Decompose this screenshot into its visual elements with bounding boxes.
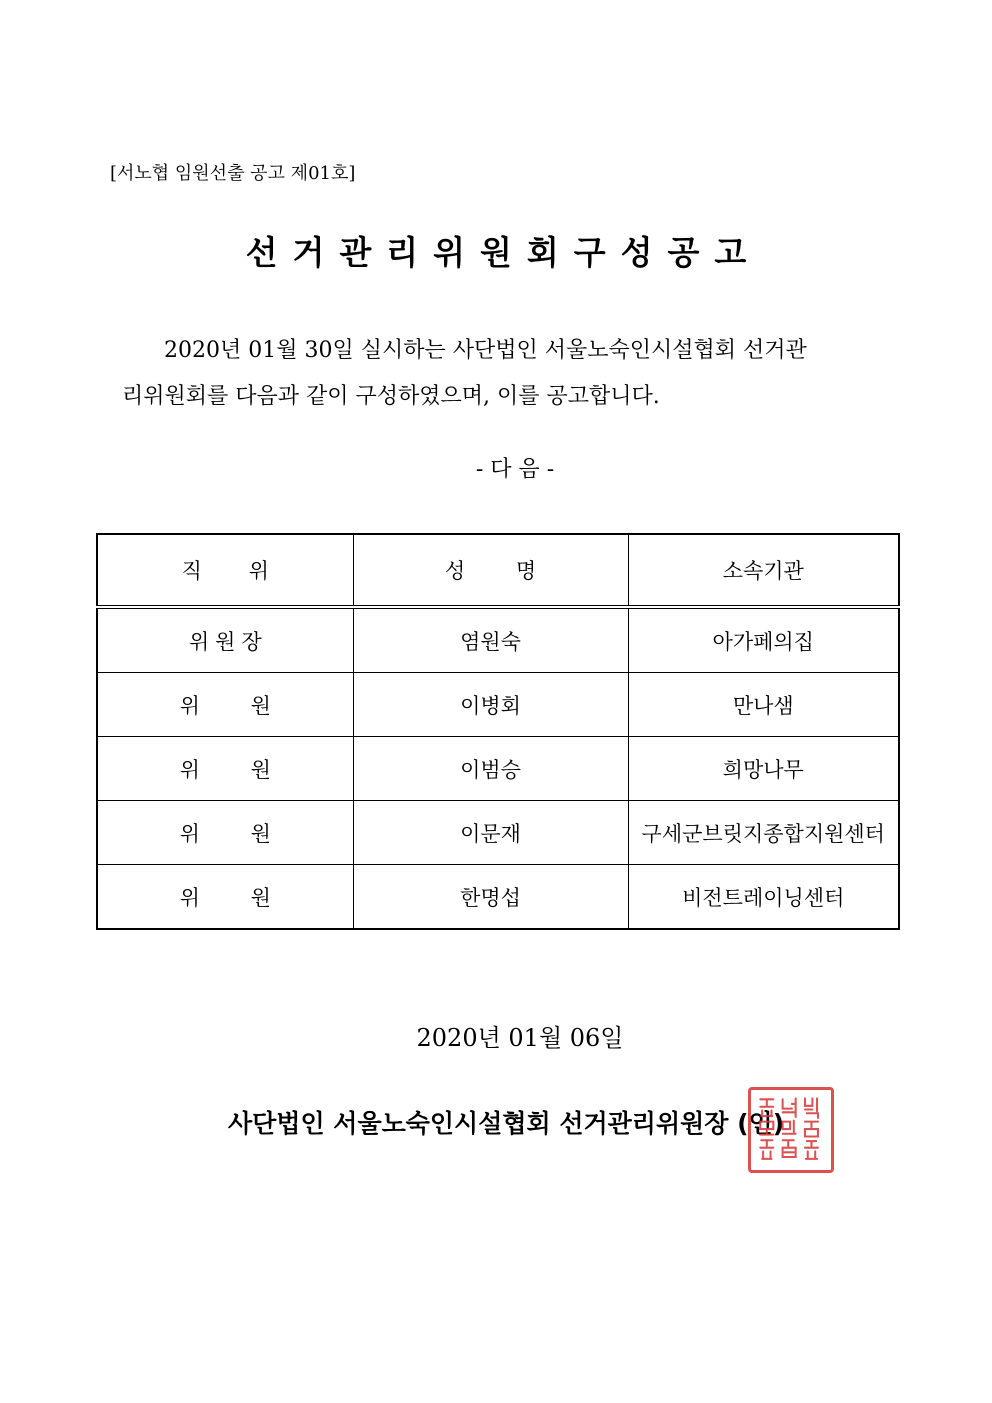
body-paragraph: [122, 328, 902, 420]
table-row: [97, 737, 899, 801]
cell-name: 이범승: [353, 737, 628, 801]
body-line-1: 2020년 01월 30일 실시하는 사단법인 서울노숙인시설협회 선거관: [164, 338, 807, 363]
next-label: - 다 음 -: [475, 457, 555, 482]
cell-organization: 희망나무: [628, 737, 899, 801]
cell-position: 위 원: [97, 673, 353, 737]
header-name: 성 명: [353, 534, 628, 607]
cell-position: 위 원: [97, 865, 353, 930]
cell-organization: 비전트레이닝센터: [628, 865, 899, 930]
table-row: [97, 801, 899, 865]
cell-name: 염원숙: [353, 607, 628, 673]
notice-number: [서노협 임원선출 공고 제01호]: [110, 163, 356, 184]
body-line-2: 리위원회를 다음과 같이 구성하였으며, 이를 공고합니다.: [122, 384, 660, 409]
cell-name: 한명섭: [353, 865, 628, 930]
table-row: [97, 607, 899, 673]
cell-name: 이문재: [353, 801, 628, 865]
issue-date: 2020년 01월 06일: [416, 1024, 624, 1052]
seal-glyphs-icon: [751, 1090, 831, 1170]
signature-line: 사단법인 서울노숙인시설협회 선거관리위원장 (인): [228, 1109, 785, 1138]
cell-name: 이병회: [353, 673, 628, 737]
table-row: [97, 865, 899, 930]
cell-organization: 만나샘: [628, 673, 899, 737]
header-position: 직 위: [97, 534, 353, 607]
cell-organization: 아가페의집: [628, 607, 899, 673]
official-seal-icon: [748, 1087, 834, 1173]
table-header-row: [97, 534, 899, 607]
cell-position: 위 원: [97, 737, 353, 801]
committee-table: [96, 533, 900, 930]
header-organization: 소속기관: [628, 534, 899, 607]
page-title: 선거관리위원회구성공고: [245, 233, 762, 272]
cell-position: 위 원: [97, 801, 353, 865]
cell-position: 위원장: [97, 607, 353, 673]
table-row: [97, 673, 899, 737]
cell-organization: 구세군브릿지종합지원센터: [628, 801, 899, 865]
